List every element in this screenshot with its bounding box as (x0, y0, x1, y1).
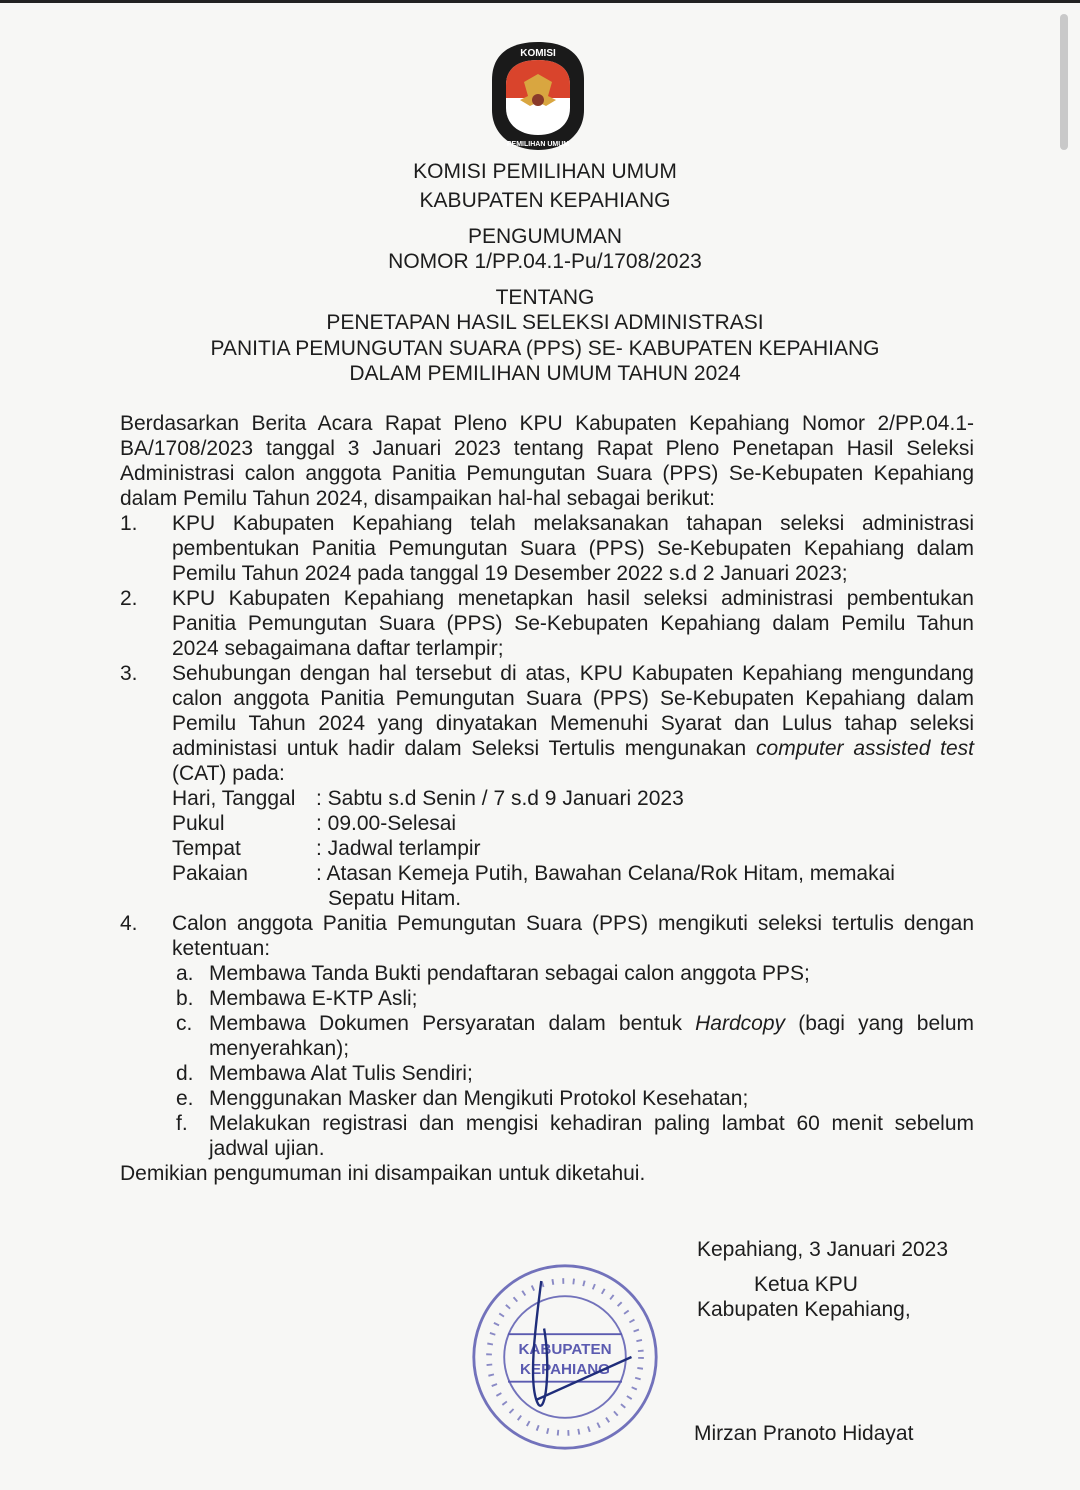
requirement-text: Membawa Tanda Bukti pendaftaran sebagai calon anggota PPS; (209, 962, 810, 985)
item-number: 4. (120, 912, 138, 935)
org-name-2: KABUPATEN KEPAHIANG (419, 189, 671, 212)
requirement-text: Membawa Dokumen Persyaratan dalam bentuk (209, 1012, 696, 1035)
schedule-value: : Sabtu s.d Senin / 7 s.d 9 Januari 2023 (316, 787, 684, 810)
logo-top-text: KOMISI (520, 48, 556, 59)
requirement-text: Membawa Alat Tulis Sendiri; (209, 1062, 473, 1085)
item-number: 1. (120, 512, 138, 535)
official-stamp (470, 1262, 660, 1452)
document-body (120, 411, 974, 1186)
requirement-text: Melakukan registrasi dan mengisi kehadiran paling lambat 60 menit sebelum jadwal ujian. (209, 1112, 974, 1160)
title-line-2: PANITIA PEMUNGUTAN SUARA (PPS) SE- KABUPATEN KEPAHIANG (210, 337, 880, 360)
item-text: KPU Kabupaten Kepahiang menetapkan hasil seleksi administrasi pembentukan Panitia Pemungutan Suara (PPS) Se-Kebupaten Kepahiang dalam Pemilu Tahun 2024 sebagaimana daftar terlampir; (172, 587, 974, 660)
stamp-center-line-2: KEPAHIANG (519, 1361, 611, 1379)
schedule-value-cont: Sepatu Hitam. (328, 887, 462, 910)
requirement-text: Menggunakan Masker dan Mengikuti Protokol Kesehatan; (209, 1087, 749, 1110)
list-item (120, 586, 974, 661)
logo-bottom-text: PEMILIHAN UMUM (506, 141, 570, 148)
schedule-key: Pakaian (172, 862, 248, 885)
top-border (0, 0, 1080, 3)
item-text: KPU Kabupaten Kepahiang telah melaksanakan tahapan seleksi administrasi pembentukan Panitia Pemungutan Suara (PPS) Se-Kebupaten Kepahiang dalam Pemilu Tahun 2024 pada tanggal 19 Desember 2022 s.d 2 Januari 2023; (172, 512, 974, 585)
list-item (120, 511, 974, 586)
item-text-main: Sehubungan dengan hal tersebut di atas, KPU Kabupaten Kepahiang mengundang calon anggota Panitia Pemungutan Suara (PPS) Se-Kebupaten Kepahiang dalam Pemilu Tahun 2024 yang dinyatakan Memenuhi Syarat dan Lulus tahap seleksi administasi untuk hadir dalam Seleksi Tertulis mengunakan (172, 662, 974, 760)
org-name-1: KOMISI PEMILIHAN UMUM (413, 160, 677, 183)
schedule-row (172, 861, 974, 911)
schedule-value: : Jadwal terlampir (316, 837, 481, 860)
schedule-row (172, 786, 974, 811)
requirement-italic: Hardcopy (695, 1012, 786, 1035)
schedule-row (172, 811, 974, 836)
requirement-item (176, 1111, 974, 1161)
requirement-letter: f. (176, 1112, 188, 1135)
requirement-tail: (bagi yang belum menyerahkan); (209, 1012, 975, 1060)
item-text (172, 661, 974, 786)
requirement-item (176, 1061, 974, 1086)
signature-role-2: Kabupaten Kepahiang, (697, 1298, 911, 1321)
schedule-key: Tempat (172, 837, 241, 860)
schedule-key: Pukul (172, 812, 225, 835)
list-item (120, 911, 974, 1161)
signature-place-date: Kepahiang, 3 Januari 2023 (697, 1238, 949, 1261)
requirement-text: Membawa E-KTP Asli; (209, 987, 418, 1010)
kpu-logo (488, 40, 588, 152)
scrollbar-thumb[interactable] (1060, 14, 1068, 150)
requirement-letter: e. (176, 1087, 194, 1110)
intro-paragraph: Berdasarkan Berita Acara Rapat Pleno KPU Kabupaten Kepahiang Nomor 2/PP.04.1-BA/1708/2023 tanggal 3 Januari 2023 tentang Rapat Pleno Penetapan Hasil Seleksi Administrasi calon anggota Panitia Pemungutan Suara (PPS) Se-Kebupaten Kepahiang dalam Pemilu Tahun 2024, disampaikan hal-hal sebagai berikut: (120, 412, 974, 510)
about-label: TENTANG (495, 286, 595, 309)
doc-number: NOMOR 1/PP.04.1-Pu/1708/2023 (388, 250, 702, 273)
item-number: 3. (120, 662, 138, 685)
schedule-value: : 09.00-Selesai (316, 812, 457, 835)
doc-type: PENGUMUMAN (467, 225, 622, 248)
signatory-name: Mirzan Pranoto Hidayat (694, 1422, 914, 1445)
requirement-letter: c. (176, 1012, 193, 1035)
title-line-1: PENETAPAN HASIL SELEKSI ADMINISTRASI (326, 311, 764, 334)
requirement-item (176, 1086, 974, 1111)
item-text-tail: (CAT) pada: (172, 762, 285, 785)
requirement-letter: b. (176, 987, 194, 1010)
closing-paragraph: Demikian pengumuman ini disampaikan untuk diketahui. (120, 1162, 646, 1185)
stamp-center-line-1: KABUPATEN (518, 1341, 612, 1359)
schedule-row (172, 836, 974, 861)
requirement-letter: a. (176, 962, 194, 985)
requirement-letter: d. (176, 1062, 194, 1085)
schedule-key: Hari, Tanggal (172, 787, 296, 810)
requirement-item (176, 1011, 974, 1061)
signature-role-1: Ketua KPU (754, 1273, 858, 1296)
item-text: Calon anggota Panitia Pemungutan Suara (PPS) mengikuti seleksi tertulis dengan ketentuan: (172, 912, 974, 960)
list-item (120, 661, 974, 911)
schedule-value: : Atasan Kemeja Putih, Bawahan Celana/Rok Hitam, memakai (316, 862, 895, 885)
requirement-item (176, 961, 974, 986)
title-line-3: DALAM PEMILIHAN UMUM TAHUN 2024 (349, 362, 741, 385)
item-number: 2. (120, 587, 138, 610)
item-text-italic: computer assisted test (756, 737, 974, 760)
requirement-item (176, 986, 974, 1011)
